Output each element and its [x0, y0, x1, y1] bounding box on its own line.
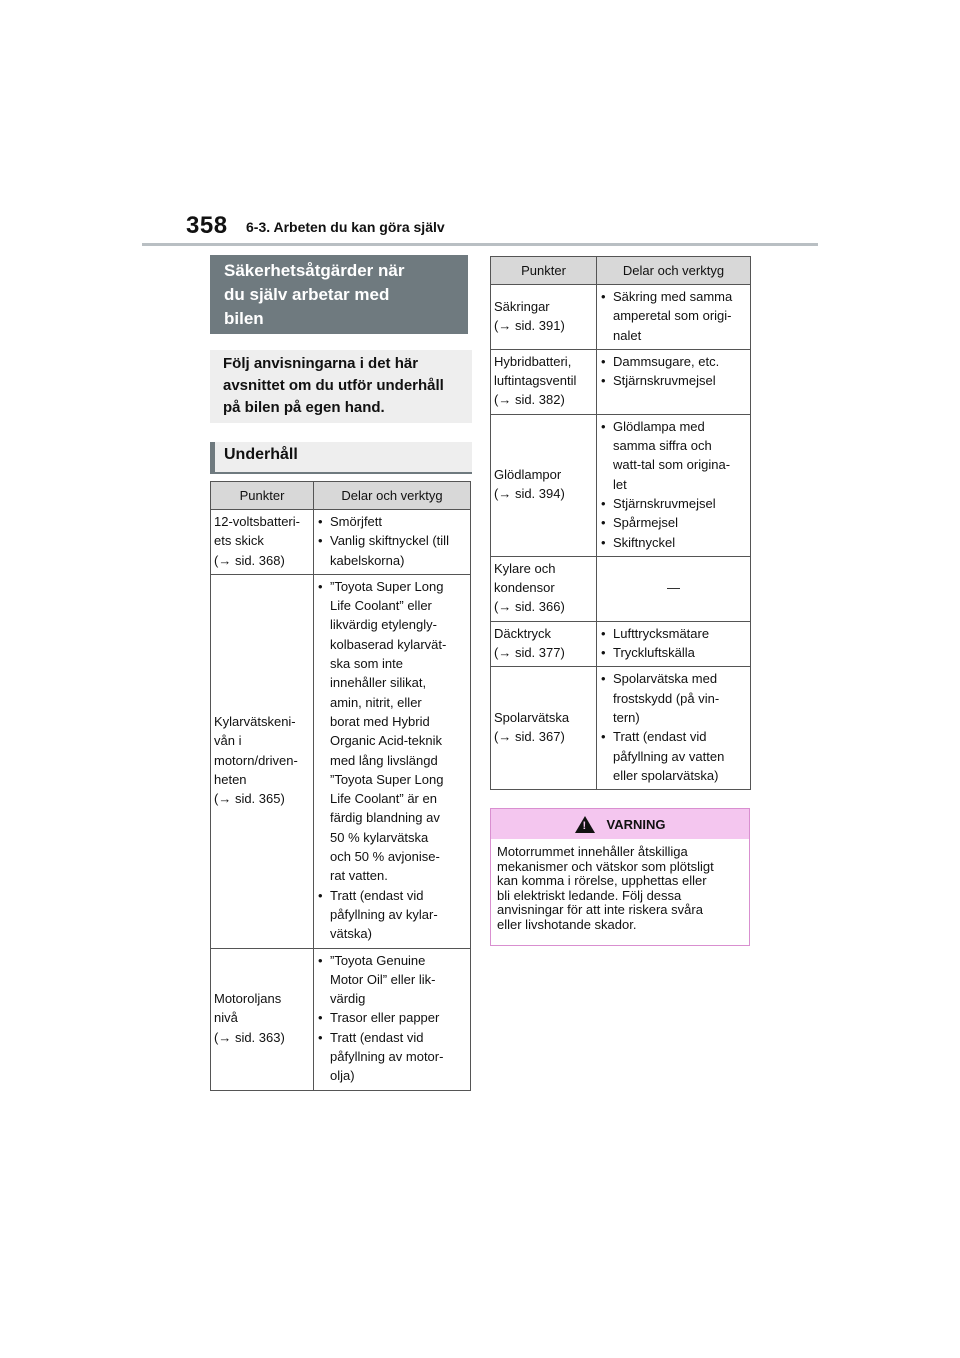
- text-line: Glödlampor: [494, 467, 562, 483]
- text-line: eller livshotande skador.: [497, 916, 637, 932]
- list-item: [317, 531, 467, 570]
- table-row: [491, 667, 751, 790]
- warning-header: [491, 809, 749, 839]
- text-line: rat vatten.: [330, 868, 388, 884]
- list-item: [317, 1008, 467, 1027]
- table-row: [211, 574, 471, 948]
- page-title: [210, 255, 468, 334]
- text-line: ska som inte: [330, 656, 403, 672]
- text-line: Glödlampa med: [613, 418, 705, 434]
- parts-list: [600, 287, 747, 345]
- text-line: kabelskorna): [330, 552, 405, 568]
- column-header-items: Punkter: [491, 257, 597, 285]
- text-line: Säkring med samma: [613, 289, 733, 304]
- text-line: Säkerhetsåtgärder när: [224, 261, 405, 280]
- text-line: Däcktryck: [494, 625, 552, 641]
- table-row: [211, 510, 471, 575]
- list-item: [600, 669, 747, 727]
- text-line: påfyllning av kylar-: [330, 906, 438, 922]
- list-item: [600, 513, 747, 532]
- text-line: avsnittet om du utför underhåll: [223, 377, 444, 394]
- text-line: Lufttrycksmätare: [613, 625, 710, 641]
- section-header: 6-3. Arbeten du kan göra själv: [246, 219, 445, 235]
- text-line: frostskydd (på vin-: [613, 690, 720, 706]
- table-row: [491, 556, 751, 621]
- text-line: Hybridbatteri,: [494, 353, 572, 369]
- subsection-heading: Underhåll: [210, 442, 472, 474]
- text-line: likvärdig etylengly-: [330, 617, 437, 633]
- text-line: (→ sid. 394): [494, 486, 565, 502]
- parts-cell: [314, 948, 471, 1090]
- text-line: kan komma i rörelse, upphettas eller: [497, 873, 707, 888]
- text-line: Smörjfett: [330, 514, 383, 529]
- list-item: [600, 643, 747, 662]
- parts-cell: [597, 621, 751, 667]
- table-row: [491, 285, 751, 350]
- text-line: olja): [330, 1068, 355, 1084]
- text-line: Kylarvätskeni-: [214, 713, 296, 729]
- parts-cell: —: [597, 556, 751, 621]
- page-number: 358: [186, 212, 228, 239]
- text-line: Motoroljans: [214, 991, 282, 1007]
- text-line: (→ sid. 367): [494, 729, 565, 745]
- text-line: (→ sid. 382): [494, 392, 565, 408]
- parts-cell: [314, 510, 471, 575]
- list-item: [600, 624, 747, 643]
- maintenance-table-left: [210, 481, 471, 1091]
- text-line: Motor Oil” eller lik-: [330, 971, 436, 987]
- parts-list: [317, 512, 467, 570]
- text-line: (→ sid. 368): [214, 552, 285, 568]
- text-line: Följ anvisningarna i det här: [223, 355, 419, 372]
- parts-list: [600, 417, 747, 552]
- text-line: samma siffra och: [613, 438, 712, 454]
- item-cell: [491, 556, 597, 621]
- parts-cell: [314, 574, 471, 948]
- item-cell: [491, 349, 597, 414]
- text-line: Säkringar: [494, 298, 550, 314]
- text-line: påfyllning av motor-: [330, 1049, 444, 1065]
- text-line: watt-tal som origina-: [613, 457, 731, 473]
- item-cell: [491, 285, 597, 350]
- text-line: Stjärnskruvmejsel: [613, 373, 716, 389]
- table-row: [491, 414, 751, 556]
- parts-list: [600, 352, 747, 391]
- parts-cell: [597, 285, 751, 350]
- list-item: [600, 533, 747, 552]
- text-line: Spolarvätska: [494, 709, 570, 725]
- warning-triangle-icon: !: [575, 816, 595, 833]
- item-cell: [491, 667, 597, 790]
- text-line: bli elektriskt ledande. Följ dessa: [497, 887, 682, 903]
- text-line: vätska): [330, 926, 372, 942]
- text-line: Spårmejsel: [613, 515, 679, 531]
- item-cell: [211, 574, 314, 948]
- table-row: [491, 621, 751, 667]
- text-line: mekanismer och vätskor som plötsligt: [497, 858, 714, 874]
- parts-list: [600, 624, 747, 663]
- maintenance-table-right: [490, 256, 751, 790]
- parts-list: [317, 577, 467, 944]
- text-line: (→ sid. 365): [214, 791, 285, 807]
- warning-text: [491, 839, 749, 932]
- table-row: [491, 349, 751, 414]
- list-item: [317, 512, 467, 531]
- text-line: 12-voltsbatteri-: [214, 514, 300, 529]
- text-line: Dammsugare, etc.: [613, 353, 720, 369]
- text-line: vån i: [214, 733, 242, 749]
- text-line: amperetal som origi-: [613, 308, 732, 324]
- text-line: innehåller silikat,: [330, 675, 427, 691]
- text-line: Kylare och: [494, 560, 556, 576]
- text-line: Tryckluftskälla: [613, 645, 695, 661]
- intro-text: [210, 350, 472, 423]
- parts-cell: [597, 414, 751, 556]
- list-item: [317, 1028, 467, 1086]
- text-line: heten: [214, 771, 247, 787]
- parts-cell: [597, 667, 751, 790]
- text-line: borat med Hybrid: [330, 713, 430, 729]
- text-line: Trasor eller papper: [330, 1010, 440, 1026]
- list-item: [317, 886, 467, 944]
- text-line: på bilen på egen hand.: [223, 399, 385, 416]
- text-line: amin, nitrit, eller: [330, 694, 422, 710]
- header-rule: [142, 243, 818, 246]
- text-line: du själv arbetar med: [224, 285, 390, 304]
- text-line: värdig: [330, 991, 366, 1007]
- text-line: kolbaserad kylarvät-: [330, 636, 447, 652]
- item-cell: [211, 510, 314, 575]
- list-item: [600, 287, 747, 345]
- warning-box: [490, 808, 750, 946]
- text-line: ets skick: [214, 533, 264, 549]
- text-line: tern): [613, 709, 640, 725]
- text-line: och 50 % avjonise-: [330, 849, 440, 865]
- text-line: motorn/driven-: [214, 752, 298, 768]
- text-line: nalet: [613, 327, 642, 343]
- text-line: färdig blandning av: [330, 810, 440, 826]
- column-header-items: Punkter: [211, 482, 314, 510]
- text-line: (→ sid. 377): [494, 645, 565, 661]
- text-line: anvisningar för att inte riskera svåra: [497, 902, 703, 917]
- list-item: [600, 417, 747, 494]
- text-line: Tratt (endast vid: [613, 729, 707, 745]
- text-line: nivå: [214, 1010, 238, 1026]
- text-line: (→ sid. 363): [214, 1029, 285, 1045]
- item-cell: [491, 621, 597, 667]
- text-line: ”Toyota Super Long: [330, 578, 444, 594]
- text-line: (→ sid. 391): [494, 317, 565, 333]
- column-header-parts: Delar och verktyg: [314, 482, 471, 510]
- text-line: Tratt (endast vid: [330, 1029, 424, 1045]
- text-line: let: [613, 476, 627, 492]
- column-header-parts: Delar och verktyg: [597, 257, 751, 285]
- text-line: 50 % kylarvätska: [330, 829, 429, 845]
- text-line: Life Coolant” eller: [330, 598, 432, 614]
- list-item: [317, 577, 467, 886]
- text-line: eller spolarvätska): [613, 767, 719, 783]
- list-item: [600, 352, 747, 371]
- text-line: (→ sid. 366): [494, 599, 565, 615]
- text-line: Stjärnskruvmejsel: [613, 495, 716, 511]
- text-line: påfyllning av vatten: [613, 748, 725, 764]
- item-cell: [491, 414, 597, 556]
- parts-list: [317, 951, 467, 1086]
- text-line: Spolarvätska med: [613, 671, 718, 687]
- text-line: luftintagsventil: [494, 373, 577, 389]
- text-line: Life Coolant” är en: [330, 791, 437, 807]
- table-row: [211, 948, 471, 1090]
- list-item: [600, 371, 747, 390]
- text-line: ”Toyota Genuine: [330, 952, 426, 968]
- list-item: [600, 727, 747, 785]
- parts-cell: [597, 349, 751, 414]
- text-line: Motorrummet innehåller åtskilliga: [497, 844, 688, 859]
- text-line: bilen: [224, 309, 264, 328]
- text-line: Skiftnyckel: [613, 534, 676, 550]
- text-line: kondensor: [494, 580, 555, 596]
- list-item: [317, 951, 467, 1009]
- item-cell: [211, 948, 314, 1090]
- warning-label: VARNING: [606, 816, 666, 832]
- text-line: Vanlig skiftnyckel (till: [330, 533, 449, 549]
- list-item: [600, 494, 747, 513]
- parts-list: [600, 669, 747, 785]
- text-line: med lång livslängd: [330, 752, 438, 768]
- text-line: Organic Acid-teknik: [330, 733, 442, 749]
- text-line: ”Toyota Super Long: [330, 771, 444, 787]
- text-line: Tratt (endast vid: [330, 887, 424, 903]
